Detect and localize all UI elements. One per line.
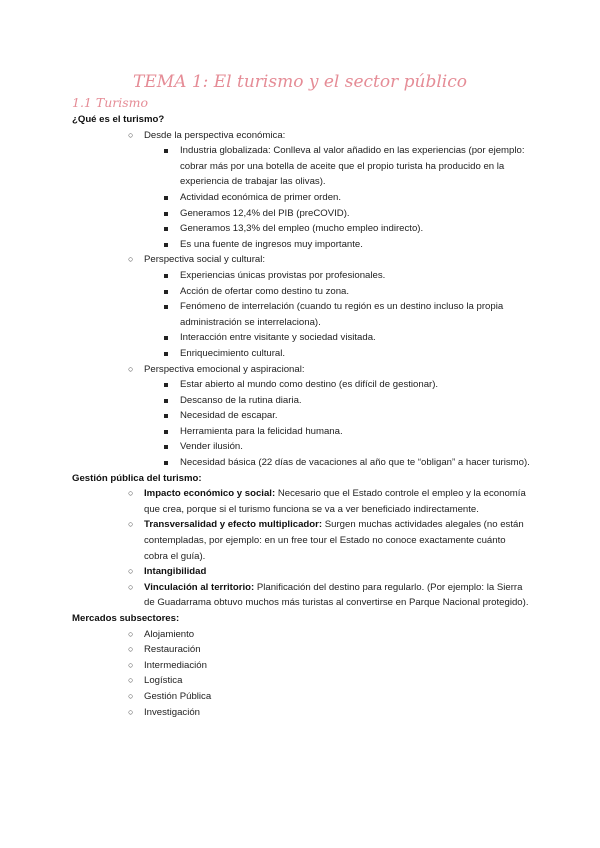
group-label: Perspectiva emocional y aspiracional: (144, 363, 305, 375)
list-item (72, 424, 532, 440)
list-item-text: Es una fuente de ingresos muy importante. (180, 238, 363, 250)
circle-bullet-icon: ○ (128, 581, 134, 592)
list-item-text: Necesidad básica (22 días de vacaciones al año que te “obligan” a hacer turismo). (180, 457, 530, 469)
list-item (72, 673, 532, 689)
circle-bullet-icon: ○ (128, 519, 134, 530)
circle-bullet-icon: ○ (128, 628, 134, 639)
section-heading: 1.1 Turismo (72, 95, 149, 110)
list-item (72, 221, 532, 237)
list-item (72, 252, 532, 361)
mercados-list (72, 627, 532, 721)
list-item (72, 284, 532, 300)
list-item-text: Logística (144, 675, 183, 687)
square-bullet-icon (164, 149, 168, 153)
square-bullet-icon (164, 430, 168, 434)
square-bullet-icon (164, 274, 168, 278)
circle-bullet-icon: ○ (128, 129, 134, 140)
group-label: Desde la perspectiva económica: (144, 129, 286, 141)
list-item (72, 705, 532, 721)
sub-list (144, 268, 532, 362)
square-bullet-icon (164, 352, 168, 356)
square-bullet-icon (164, 336, 168, 340)
list-item (72, 377, 532, 393)
list-item (72, 627, 532, 643)
list-item (72, 486, 532, 517)
circle-bullet-icon: ○ (128, 644, 134, 655)
list-item (72, 439, 532, 455)
term-text: Planificación del destino para regularlo. (Por ejemplo: la Sierra de Guadarrama obtuvo muchos más turistas al convertirse en Parque Nacional protegido). (144, 581, 529, 609)
square-bullet-icon (164, 383, 168, 387)
list-item (72, 564, 532, 580)
mercados-heading: Mercados subsectores: (72, 613, 180, 624)
circle-bullet-icon: ○ (128, 566, 134, 577)
list-item-text: Descanso de la rutina diaria. (180, 394, 302, 406)
list-item (72, 362, 532, 471)
list-item-text: Enriquecimiento cultural. (180, 347, 286, 359)
term-label: Transversalidad y efecto multiplicador: (144, 519, 323, 531)
square-bullet-icon (164, 212, 168, 216)
group-label: Perspectiva social y cultural: (144, 254, 266, 266)
list-item (72, 658, 532, 674)
list-item-text: Acción de ofertar como destino tu zona. (180, 285, 350, 297)
list-item (72, 580, 532, 611)
gestion-list (72, 486, 532, 611)
list-item-text: Estar abierto al mundo como destino (es difícil de gestionar). (180, 379, 439, 391)
list-item (72, 346, 532, 362)
list-item (72, 330, 532, 346)
list-item-text: Alojamiento (144, 628, 195, 640)
square-bullet-icon (164, 399, 168, 403)
list-item (72, 393, 532, 409)
square-bullet-icon (164, 461, 168, 465)
list-item-text: Necesidad de escapar. (180, 410, 278, 422)
circle-bullet-icon: ○ (128, 363, 134, 374)
term-text: Necesario que el Estado controle el empleo y la economía que crea, porque si el turismo funciona se va a ver beneficiado indirectamente. (144, 488, 526, 515)
circle-bullet-icon: ○ (128, 659, 134, 670)
circle-bullet-icon: ○ (128, 706, 134, 717)
list-item (72, 237, 532, 253)
list-item-text: Fenómeno de interrelación (cuando tu región es un destino incluso la propia administración se interrelaciona). (180, 301, 504, 328)
list-item-text: Vender ilusión. (180, 441, 243, 453)
list-item (72, 268, 532, 284)
list-item-text: Investigación (144, 706, 200, 718)
list-item-text: Generamos 12,4% del PIB (preCOVID). (180, 207, 350, 219)
list-item-text: Gestión Pública (144, 690, 212, 702)
square-bullet-icon (164, 445, 168, 449)
list-item (72, 517, 532, 564)
square-bullet-icon (164, 414, 168, 418)
square-bullet-icon (164, 290, 168, 294)
term-text: Surgen muchas actividades alegales (no están contempladas, por ejemplo: en un free tour el Estado no conoce exactamente cuánto cobra el guía). (144, 519, 524, 562)
sub-list (144, 143, 532, 252)
square-bullet-icon (164, 196, 168, 200)
list-item-text: Interacción entre visitante y sociedad visitada. (180, 332, 376, 344)
list-item (72, 128, 532, 253)
list-item (72, 455, 532, 471)
term-label: Impacto económico y social: (144, 488, 276, 500)
circle-bullet-icon: ○ (128, 254, 134, 265)
list-item-text: Restauración (144, 644, 201, 656)
list-item (72, 143, 532, 190)
document-body (72, 112, 532, 720)
list-item (72, 408, 532, 424)
square-bullet-icon (164, 227, 168, 231)
list-item-text: Intermediación (144, 659, 207, 671)
list-item (72, 642, 532, 658)
list-item (72, 206, 532, 222)
que-es-heading: ¿Qué es el turismo? (72, 114, 165, 125)
list-item-text: Generamos 13,3% del empleo (mucho empleo indirecto). (180, 223, 424, 235)
circle-bullet-icon: ○ (128, 690, 134, 701)
term-label: Intangibilidad (144, 566, 207, 578)
square-bullet-icon (164, 243, 168, 247)
gestion-heading: Gestión pública del turismo: (72, 472, 202, 484)
perspectives-list (72, 128, 532, 471)
list-item-text: Experiencias únicas provistas por profesionales. (180, 269, 386, 281)
list-item (72, 190, 532, 206)
page-title: TEMA 1: El turismo y el sector público (132, 72, 467, 92)
list-item (72, 689, 532, 705)
list-item-text: Herramienta para la felicidad humana. (180, 425, 343, 437)
list-item-text: Actividad económica de primer orden. (180, 191, 342, 203)
circle-bullet-icon: ○ (128, 488, 134, 499)
square-bullet-icon (164, 305, 168, 309)
circle-bullet-icon: ○ (128, 675, 134, 686)
list-item-text: Industria globalizada: Conlleva al valor añadido en las experiencias (por ejemplo: cobrar más por una botella de aceite que el propio turista ha producido en la experiencia de trabajar las olivas). (180, 145, 525, 188)
sub-list (144, 377, 532, 471)
list-item (72, 299, 532, 330)
term-label: Vinculación al territorio: (144, 581, 255, 593)
